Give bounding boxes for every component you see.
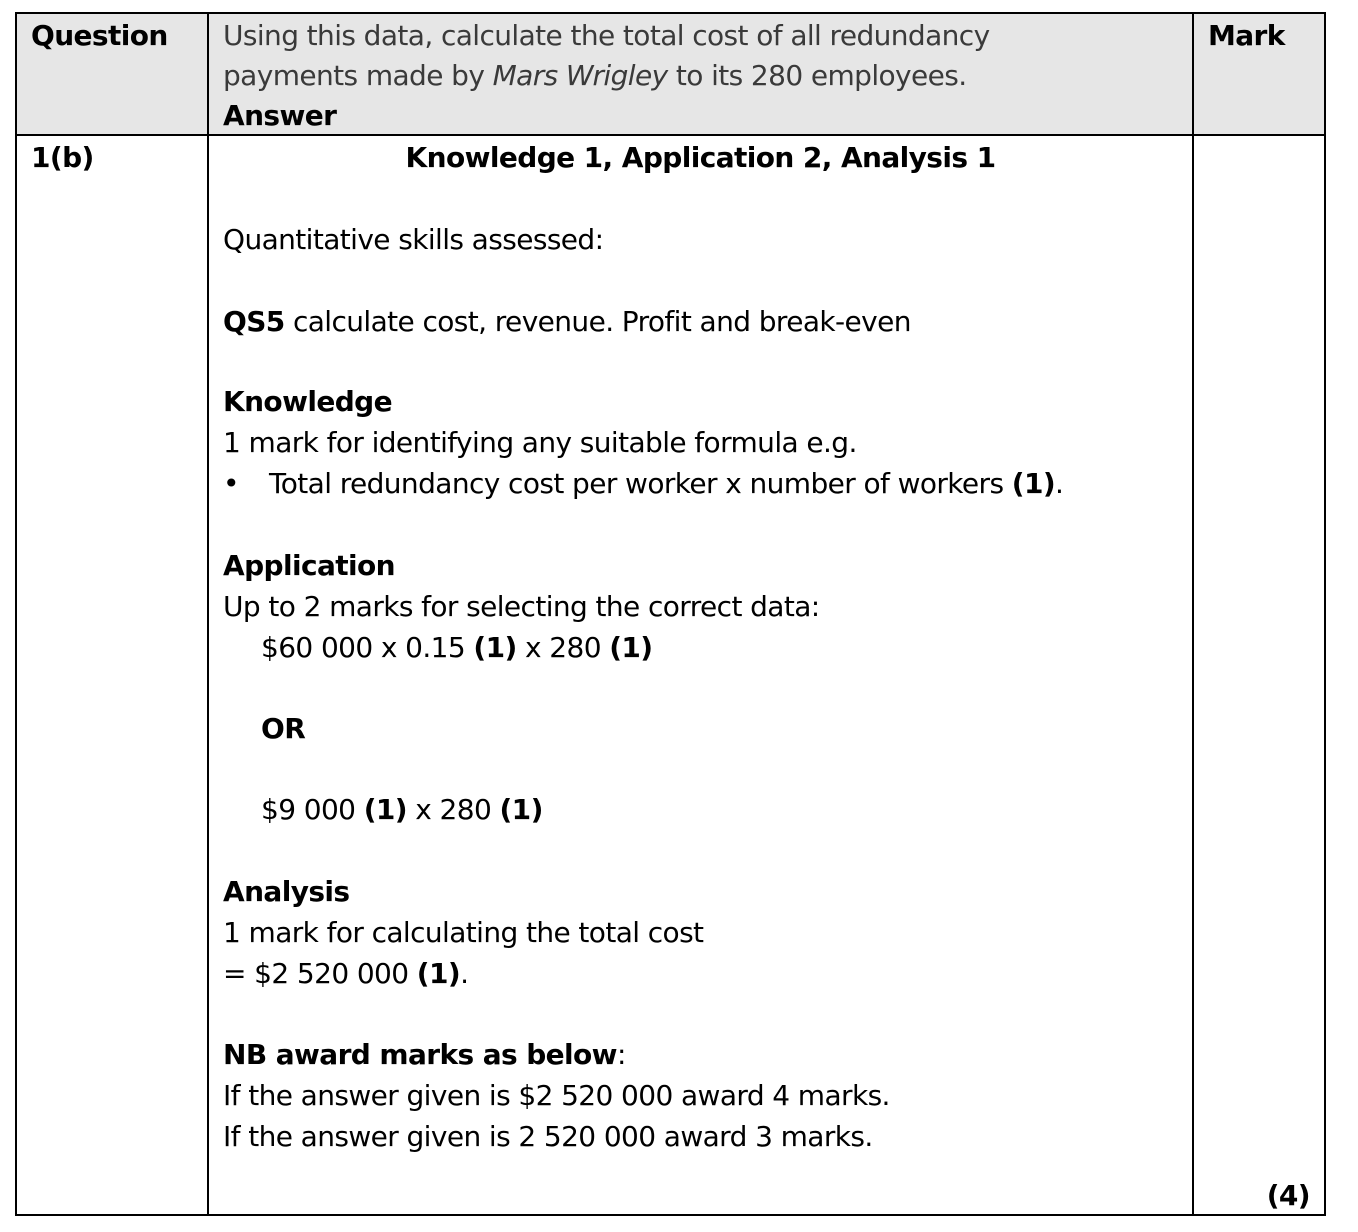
application-calc-2: $9 000 (1) x 280 (1)	[261, 793, 543, 826]
mark-column-heading: Mark	[1208, 19, 1285, 52]
bullet-icon: •	[223, 467, 239, 500]
analysis-title: Analysis	[223, 875, 350, 908]
or-label: OR	[261, 712, 306, 745]
knowledge-line: 1 mark for identifying any suitable formula e.g.	[223, 426, 857, 459]
question-text-line-1: Using this data, calculate the total cost of all redundancy	[223, 19, 990, 52]
analysis-result: = $2 520 000 (1).	[223, 957, 469, 990]
qs-code: QS5	[223, 305, 285, 338]
nb-line-2: If the answer given is 2 520 000 award 3 marks.	[223, 1120, 873, 1153]
company-name: Mars Wrigley	[492, 59, 668, 92]
question-column-heading: Question	[31, 19, 168, 52]
knowledge-bullet-item: • Total redundancy cost per worker x number of workers (1).	[223, 464, 1063, 504]
mark-cell	[1192, 134, 1326, 1216]
analysis-line: 1 mark for calculating the total cost	[223, 916, 704, 949]
header-question-cell	[15, 12, 209, 136]
application-line: Up to 2 marks for selecting the correct data:	[223, 590, 820, 623]
qs-intro: Quantitative skills assessed:	[223, 223, 604, 256]
qs-line: QS5 calculate cost, revenue. Profit and break-even	[223, 305, 911, 338]
assessment-objectives-heading: Knowledge 1, Application 2, Analysis 1	[405, 141, 996, 174]
mark-scheme-table	[15, 12, 1326, 1216]
header-question-text-cell	[207, 12, 1194, 136]
question-text-line-2: payments made by Mars Wrigley to its 280 employees.	[223, 59, 967, 92]
application-title: Application	[223, 549, 395, 582]
nb-title: NB award marks as below:	[223, 1038, 626, 1071]
nb-line-1: If the answer given is $2 520 000 award 4 marks.	[223, 1079, 890, 1112]
application-calc-1: $60 000 x 0.15 (1) x 280 (1)	[261, 631, 653, 664]
answer-label: Answer	[223, 99, 337, 132]
knowledge-title: Knowledge	[223, 385, 392, 418]
answer-cell	[207, 134, 1194, 1216]
question-number-cell	[15, 134, 209, 1216]
header-mark-cell	[1192, 12, 1326, 136]
question-number: 1(b)	[31, 141, 94, 174]
mark-value: (4)	[1266, 1179, 1310, 1212]
